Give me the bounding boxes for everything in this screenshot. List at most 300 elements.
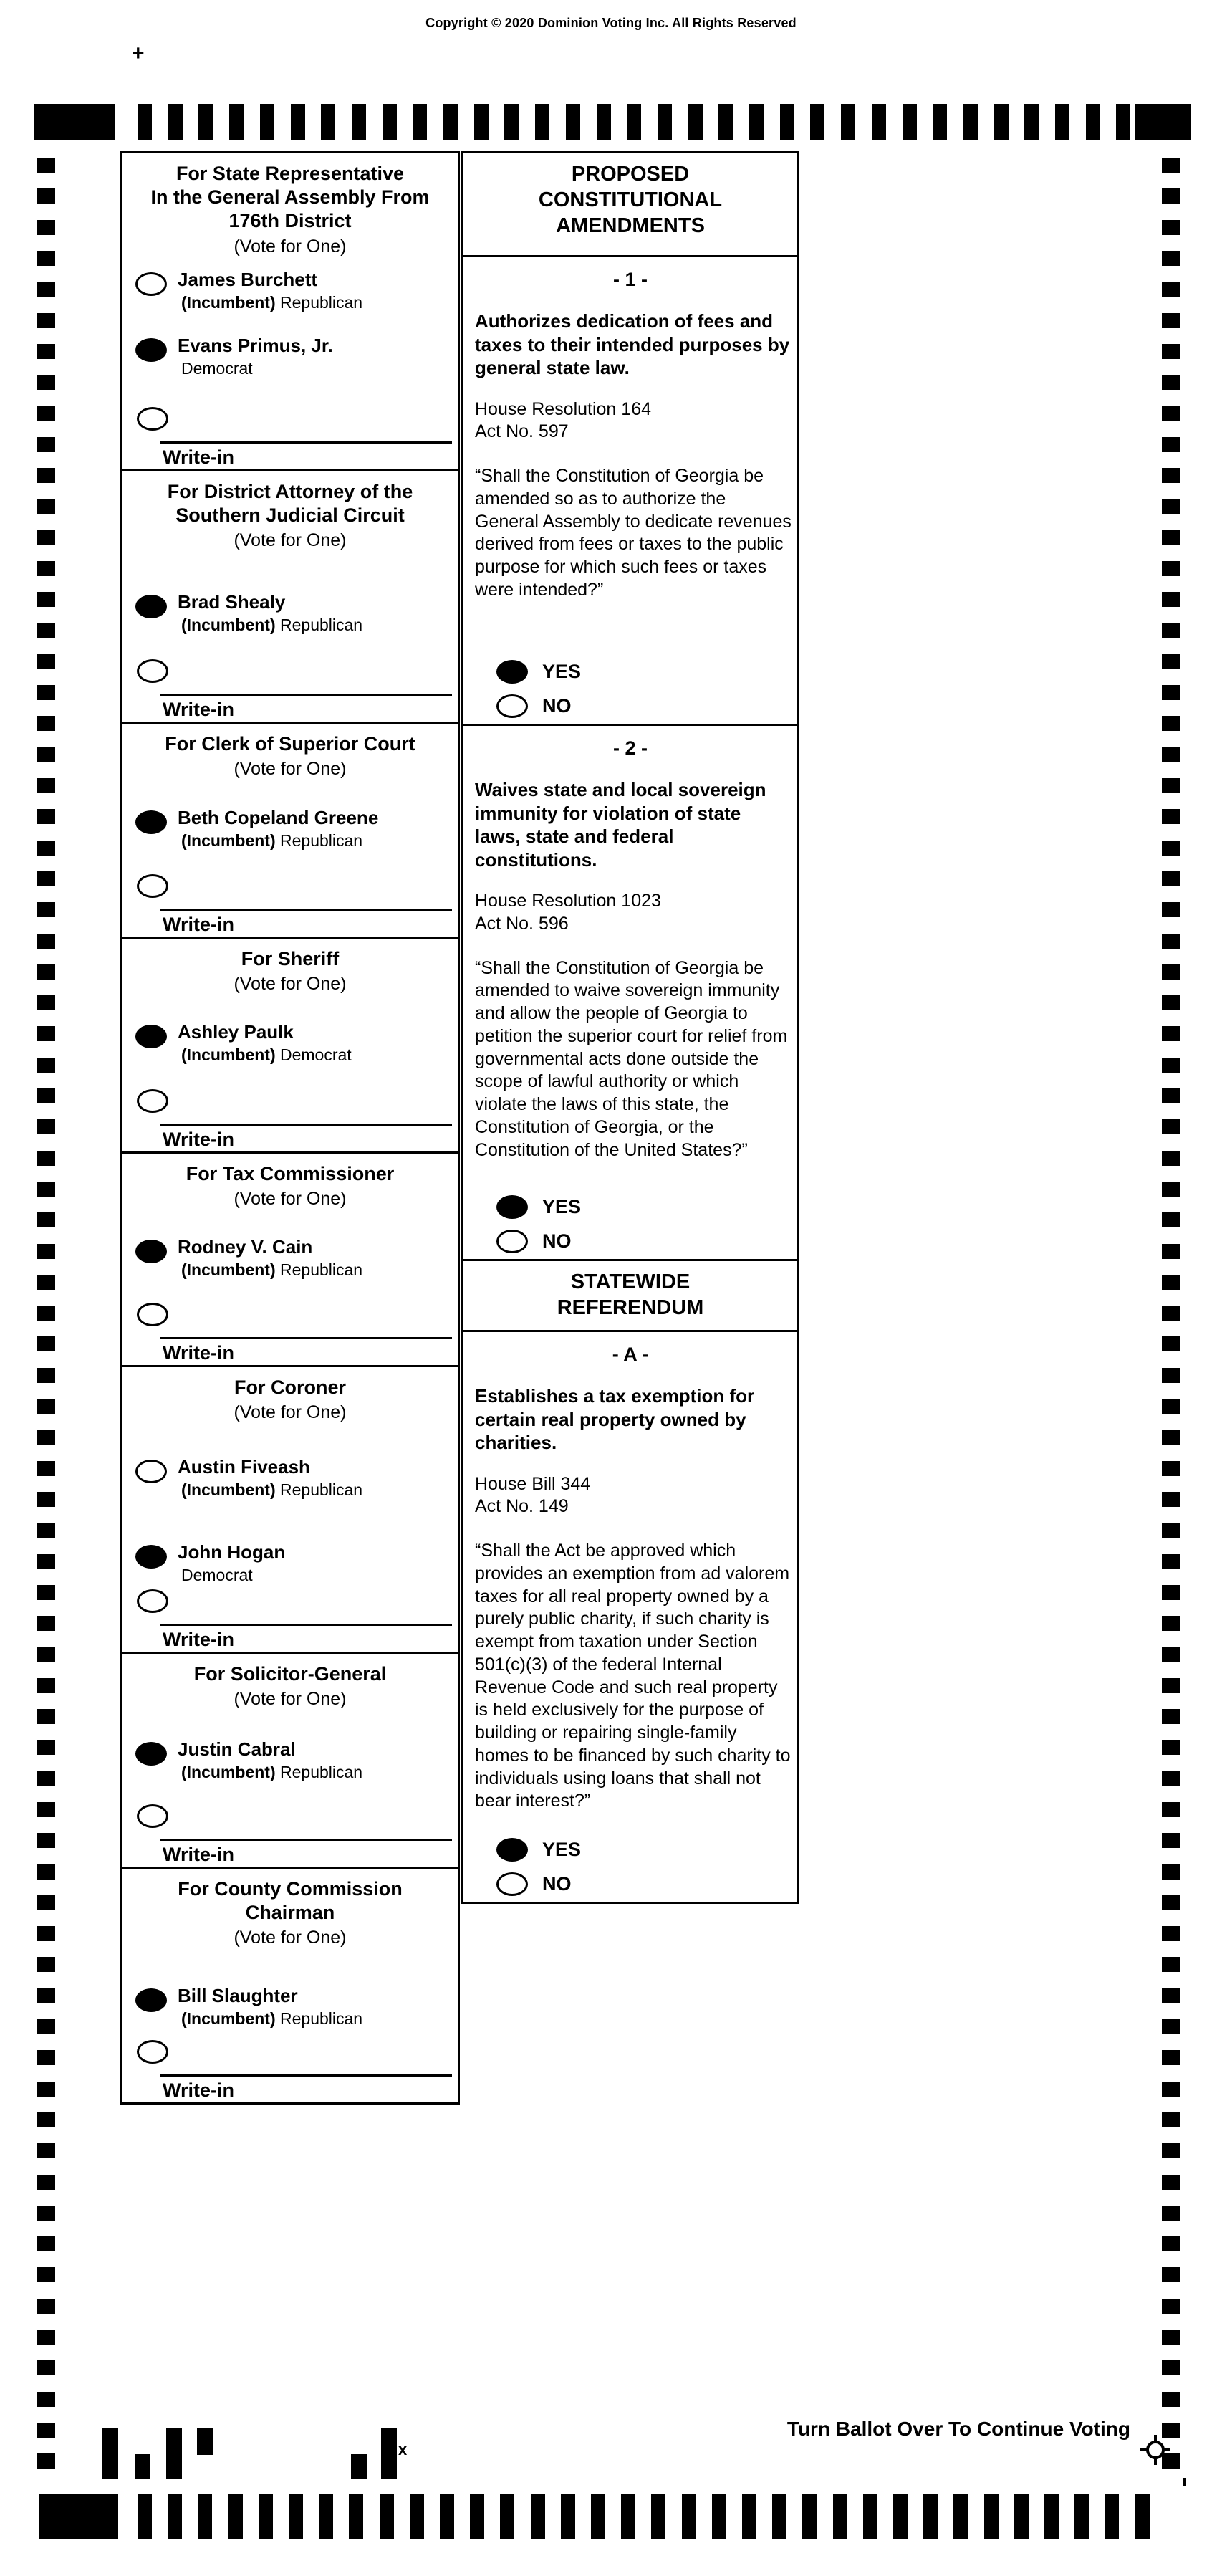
timing-mark [712, 2494, 726, 2539]
timing-mark [688, 104, 703, 140]
timing-mark [1162, 995, 1180, 1010]
timing-mark [810, 104, 824, 140]
timing-mark [504, 104, 519, 140]
timing-mark [383, 104, 397, 140]
timing-mark [291, 104, 305, 140]
timing-mark [37, 995, 55, 1010]
timing-mark [597, 104, 611, 140]
contest-title [127, 480, 453, 527]
no-row [496, 1230, 572, 1253]
measures-header [463, 1261, 797, 1321]
measure-authority-line: House Resolution 1023 [475, 891, 661, 911]
registration-plus-mark: + [132, 42, 145, 65]
timing-mark [1162, 1430, 1180, 1445]
timing-mark [37, 871, 55, 886]
candidate-name: John Hogan [178, 1541, 286, 1563]
party-label: Republican [280, 1763, 363, 1782]
timing-mark [841, 104, 855, 140]
timing-mark [1162, 2206, 1180, 2221]
timing-mark [535, 104, 549, 140]
write-in-label: Write-in [163, 446, 234, 468]
incumbent-label: (Incumbent) [181, 1260, 276, 1280]
candidate-oval-filled[interactable] [135, 1545, 167, 1569]
timing-mark [1162, 1275, 1180, 1290]
timing-mark [37, 220, 55, 235]
candidate-name: Justin Cabral [178, 1738, 296, 1761]
incumbent-label: (Incumbent) [181, 292, 276, 312]
write-in-label: Write-in [163, 2079, 234, 2101]
contest-title-line: For State Representative [175, 163, 405, 184]
contest-title [127, 1662, 453, 1686]
timing-mark [1162, 2175, 1180, 2190]
timing-mark [37, 1058, 55, 1073]
contest-title-line: For Solicitor-General [193, 1663, 387, 1685]
timing-mark [37, 809, 55, 824]
timing-mark [1162, 1523, 1180, 1538]
contest-title-line: For Clerk of Superior Court [165, 733, 415, 755]
measure-authority [475, 890, 790, 936]
write-in-line [160, 1624, 452, 1626]
incumbent-label: (Incumbent) [181, 1763, 276, 1782]
timing-mark [37, 561, 55, 576]
measure-box [461, 255, 799, 726]
timing-mark [37, 934, 55, 949]
timing-mark [923, 2494, 938, 2539]
measures-header-line: REFERENDUM [557, 1296, 704, 1319]
measure-number: - 1 - [612, 269, 648, 290]
timing-mark [1074, 2494, 1089, 2539]
timing-mark [1162, 2360, 1180, 2375]
candidate-party [181, 2009, 362, 2029]
timing-mark [37, 1430, 55, 1445]
timing-mark [37, 2330, 55, 2345]
candidate-oval-empty[interactable] [135, 1460, 167, 1483]
timing-mark [37, 2392, 55, 2407]
timing-mark [500, 2494, 514, 2539]
candidate-party [181, 1045, 352, 1066]
no-label: NO [542, 1873, 572, 1895]
timing-mark [1162, 375, 1180, 390]
timing-mark [1162, 871, 1180, 886]
timing-mark [37, 1244, 55, 1259]
timing-mark [1162, 530, 1180, 545]
timing-mark [1105, 2494, 1119, 2539]
write-in-line [160, 909, 452, 911]
timing-mark [260, 104, 274, 140]
timing-mark [37, 778, 55, 793]
timing-mark [718, 104, 733, 140]
timing-mark [1162, 1616, 1180, 1631]
party-label: Republican [280, 1260, 363, 1280]
candidate-oval-filled[interactable] [135, 338, 167, 362]
candidate-row [135, 592, 452, 635]
timing-mark [37, 1802, 55, 1817]
timing-mark [37, 2360, 55, 2375]
timing-mark [37, 1554, 55, 1569]
candidate-oval-filled[interactable] [135, 1988, 167, 2012]
measure-authority-line: House Bill 344 [475, 1473, 591, 1494]
party-label: Democrat [181, 1565, 253, 1584]
timing-mark [37, 716, 55, 731]
candidate-party [181, 616, 362, 636]
timing-mark [37, 1492, 55, 1507]
write-in-label: Write-in [163, 1129, 234, 1150]
contest-title [127, 1877, 453, 1925]
barcode-bar [351, 2454, 367, 2479]
timing-mark [1162, 313, 1180, 328]
timing-mark [37, 406, 55, 421]
yes-row [496, 1195, 581, 1219]
barcode-x-mark: x [398, 2441, 408, 2458]
timing-mark [37, 2299, 55, 2314]
candidate-party [181, 831, 378, 851]
contest-title-line: Chairman [245, 1902, 335, 1924]
timing-mark [1162, 747, 1180, 762]
write-in-line [160, 1839, 452, 1841]
candidate-row [135, 269, 452, 312]
candidate-name: Brad Shealy [178, 590, 286, 613]
timing-mark [321, 104, 335, 140]
contest-title-line: For Tax Commissioner [186, 1163, 395, 1184]
measure-question: “Shall the Constitution of Georgia be amended so as to authorize the General Assembly to dedicate revenues derived from fees or taxes to the public purpose for which such fees or taxes were intended?” [475, 466, 792, 600]
yes-oval-filled[interactable] [496, 660, 528, 684]
timing-mark [1162, 809, 1180, 824]
barcode-bar [381, 2428, 397, 2479]
timing-mark [1162, 2299, 1180, 2314]
timing-mark [1162, 1988, 1180, 2003]
candidate-text [178, 1457, 362, 1500]
timing-block-top-left [34, 104, 115, 140]
yes-oval-filled[interactable] [496, 1838, 528, 1862]
write-in-label: Write-in [163, 699, 234, 720]
timing-mark [37, 1336, 55, 1351]
incumbent-label: (Incumbent) [181, 615, 276, 634]
contest-title-line: Southern Judicial Circuit [175, 504, 405, 527]
vote-for-instruction: (Vote for One) [234, 759, 347, 780]
timing-mark [470, 2494, 484, 2539]
timing-mark [37, 1647, 55, 1662]
timing-mark [1162, 1182, 1180, 1197]
timing-mark [37, 1926, 55, 1941]
measures-header-line: CONSTITUTIONAL [538, 188, 723, 211]
timing-mark [37, 964, 55, 980]
write-in-line [160, 441, 452, 444]
timing-mark [37, 375, 55, 390]
timing-mark [138, 104, 152, 140]
timing-mark [37, 592, 55, 607]
timing-mark [289, 2494, 303, 2539]
no-oval-empty[interactable] [496, 694, 528, 718]
party-label: Republican [280, 1480, 363, 1500]
write-in-oval-empty[interactable] [137, 407, 168, 431]
timing-mark [1162, 1957, 1180, 1972]
contest-title [127, 1162, 453, 1186]
timing-mark [37, 1585, 55, 1600]
candidate-row [135, 1739, 452, 1782]
timing-mark [1162, 2267, 1180, 2282]
timing-mark [37, 1523, 55, 1538]
timing-mark [1162, 778, 1180, 793]
timing-mark [1162, 468, 1180, 483]
candidate-text [178, 1739, 362, 1782]
timing-mark [37, 902, 55, 917]
measures-header-box [461, 151, 799, 257]
timing-mark [1116, 104, 1130, 140]
timing-mark [933, 104, 947, 140]
candidate-text [178, 269, 362, 312]
contest-box [120, 469, 460, 724]
barcode-bar [102, 2428, 118, 2479]
timing-mark [1162, 1647, 1180, 1662]
candidate-row [135, 1022, 452, 1065]
timing-mark [591, 2494, 605, 2539]
timing-mark [1162, 2330, 1180, 2345]
timing-mark [37, 1895, 55, 1910]
timing-mark [1162, 344, 1180, 359]
timing-mark [1162, 1492, 1180, 1507]
timing-mark [37, 1182, 55, 1197]
vote-for-instruction: (Vote for One) [234, 1689, 347, 1710]
timing-mark [984, 2494, 999, 2539]
timing-mark [561, 2494, 575, 2539]
timing-mark [229, 104, 244, 140]
timing-mark [1162, 1088, 1180, 1103]
measure-authority [475, 398, 790, 444]
crosshair-target-icon [1140, 2435, 1170, 2465]
timing-mark [37, 654, 55, 669]
write-in-oval-empty[interactable] [137, 659, 168, 683]
timing-mark [380, 2494, 394, 2539]
no-row [496, 1872, 572, 1896]
timing-mark [37, 251, 55, 266]
measure-authority [475, 1473, 790, 1519]
timing-mark [168, 104, 183, 140]
measure-authority-line: Act No. 149 [475, 1496, 569, 1517]
timing-mark [37, 747, 55, 762]
candidate-name: James Burchett [178, 268, 318, 290]
candidate-oval-filled[interactable] [135, 595, 167, 618]
candidate-row [135, 335, 452, 378]
timing-mark [37, 1957, 55, 1972]
measure-number: - 2 - [612, 737, 648, 759]
candidate-row [135, 808, 452, 851]
vote-for-instruction: (Vote for One) [234, 1402, 347, 1423]
timing-mark [168, 2494, 182, 2539]
timing-mark [621, 2494, 635, 2539]
write-in-oval-empty[interactable] [137, 1089, 168, 1113]
candidate-oval-filled[interactable] [135, 1240, 167, 1263]
timing-mark [1162, 964, 1180, 980]
timing-mark [1162, 841, 1180, 856]
timing-mark [37, 2267, 55, 2282]
timing-mark [1135, 2494, 1150, 2539]
timing-mark [37, 2112, 55, 2127]
timing-mark [1162, 1678, 1180, 1693]
timing-mark [138, 2494, 152, 2539]
candidate-name: Ashley Paulk [178, 1021, 294, 1043]
party-label: Republican [280, 831, 363, 851]
contest-title-line: For Coroner [234, 1376, 346, 1398]
timing-mark [1162, 1585, 1180, 1600]
timing-mark [780, 104, 794, 140]
write-in-line [160, 1124, 452, 1126]
timing-mark [1162, 1244, 1180, 1259]
timing-mark [37, 1275, 55, 1290]
yes-row [496, 660, 581, 684]
timing-mark [1162, 282, 1180, 297]
measure-question: “Shall the Constitution of Georgia be amended to waive sovereign immunity and allow the people of Georgia to petition the superior court for relief from governmental acts done outside the scope of lawful authority or which violate the laws of this state, the Constitution of Georgia, or the Constitution of the United States?” [475, 957, 788, 1160]
incumbent-label: (Incumbent) [181, 831, 276, 851]
timing-mark [37, 1368, 55, 1383]
timing-mark [1162, 1119, 1180, 1134]
measure-authority-line: Act No. 596 [475, 913, 569, 934]
contest-box [120, 1151, 460, 1367]
contest-title-line: For County Commission [178, 1878, 403, 1900]
yes-row [496, 1838, 581, 1862]
yes-label: YES [542, 1196, 582, 1217]
timing-mark [37, 2019, 55, 2034]
timing-mark [37, 1151, 55, 1166]
timing-mark [1162, 685, 1180, 700]
timing-mark [1086, 104, 1100, 140]
timing-mark [1162, 902, 1180, 917]
candidate-oval-filled[interactable] [135, 810, 167, 834]
timing-mark [37, 1833, 55, 1848]
measures-header-line: STATEWIDE [570, 1270, 691, 1293]
timing-mark [37, 1771, 55, 1786]
candidate-name: Austin Fiveash [178, 1456, 310, 1478]
timing-mark [37, 1461, 55, 1476]
timing-mark [37, 1864, 55, 1880]
timing-mark [37, 1709, 55, 1724]
timing-mark [37, 1026, 55, 1041]
timing-mark [1014, 2494, 1029, 2539]
contest-title [127, 732, 453, 756]
candidate-name: Evans Primus, Jr. [178, 335, 333, 357]
candidate-party [181, 359, 333, 379]
no-row [496, 694, 572, 718]
write-in-label: Write-in [163, 1844, 234, 1865]
contest-box [120, 1867, 460, 2105]
timing-mark [1162, 1399, 1180, 1414]
timing-mark [37, 2236, 55, 2251]
candidate-text [178, 808, 378, 851]
timing-mark [1162, 934, 1180, 949]
contest-title [127, 1376, 453, 1399]
timing-mark [1162, 1833, 1180, 1848]
timing-mark [1162, 1864, 1180, 1880]
measure-question: “Shall the Act be approved which provides an exemption from ad valorem taxes for all real property owned by a purely public charity, if such charity is exempt from taxation under Section 501(c)(3) of the federal Internal Revenue Code and such real property is held exclusively for the purpose of building or repairing single-family homes to be financed by such charity to individuals using loans that shall not bear interest?” [475, 1541, 791, 1811]
copyright-notice: Copyright © 2020 Dominion Voting Inc. All Rights Reserved [425, 16, 797, 30]
timing-mark [1162, 1058, 1180, 1073]
barcode-bar [135, 2454, 150, 2479]
write-in-oval-empty[interactable] [137, 1804, 168, 1828]
timing-mark [37, 499, 55, 514]
timing-mark [903, 104, 917, 140]
timing-mark [37, 2082, 55, 2097]
timing-mark [1162, 1306, 1180, 1321]
timing-mark [1162, 2082, 1180, 2097]
timing-mark [1162, 1740, 1180, 1755]
candidate-name: Bill Slaughter [178, 1984, 298, 2006]
measure-summary: Establishes a tax exemption for certain real property owned by charities. [475, 1385, 755, 1453]
timing-mark [863, 2494, 877, 2539]
no-oval-empty[interactable] [496, 1872, 528, 1896]
turn-ballot-over-instruction: Turn Ballot Over To Continue Voting [786, 2418, 1130, 2440]
timing-mark [37, 530, 55, 545]
candidate-oval-filled[interactable] [135, 1742, 167, 1766]
candidate-text [178, 1986, 362, 2029]
vote-for-instruction: (Vote for One) [234, 1928, 347, 1948]
contest-box [120, 937, 460, 1154]
timing-mark [228, 2494, 243, 2539]
timing-mark [872, 104, 886, 140]
timing-mark [1162, 1461, 1180, 1476]
timing-mark [259, 2494, 273, 2539]
timing-mark [1162, 188, 1180, 204]
timing-mark [1162, 1771, 1180, 1786]
scan-artifact-tick [1183, 2478, 1186, 2486]
timing-mark [37, 2050, 55, 2065]
timing-mark [37, 1088, 55, 1103]
write-in-oval-empty[interactable] [137, 2040, 168, 2064]
write-in-oval-empty[interactable] [137, 1303, 168, 1326]
candidate-oval-filled[interactable] [135, 1025, 167, 1048]
candidate-party [181, 1480, 362, 1500]
candidate-row [135, 1542, 452, 1585]
contest-box [120, 722, 460, 939]
candidate-party [181, 1566, 285, 1586]
measure-number: - A - [612, 1344, 649, 1365]
contest-box [120, 1652, 460, 1869]
write-in-oval-empty[interactable] [137, 1589, 168, 1613]
timing-mark [893, 2494, 908, 2539]
no-label: NO [542, 695, 572, 717]
candidate-oval-empty[interactable] [135, 272, 167, 296]
timing-mark [651, 2494, 665, 2539]
timing-mark [1162, 654, 1180, 669]
timing-mark [37, 1740, 55, 1755]
measures-header-box [461, 1259, 799, 1332]
no-oval-empty[interactable] [496, 1230, 528, 1253]
timing-mark [1162, 1336, 1180, 1351]
write-in-oval-empty[interactable] [137, 874, 168, 898]
candidate-party [181, 1260, 362, 1280]
timing-mark [531, 2494, 545, 2539]
barcode-bar [166, 2428, 182, 2479]
timing-block-top-right [1135, 104, 1191, 140]
write-in-label: Write-in [163, 1629, 234, 1650]
timing-mark [37, 1212, 55, 1227]
yes-label: YES [542, 661, 582, 682]
measure-box [461, 724, 799, 1261]
candidate-row [135, 1457, 452, 1500]
timing-mark [37, 2175, 55, 2190]
timing-mark [37, 344, 55, 359]
measure-authority-line: House Resolution 164 [475, 398, 651, 419]
timing-mark [1162, 1895, 1180, 1910]
timing-mark [37, 1119, 55, 1134]
timing-mark [1162, 2019, 1180, 2034]
timing-mark [627, 104, 641, 140]
yes-oval-filled[interactable] [496, 1195, 528, 1219]
barcode-bar [197, 2428, 213, 2455]
timing-mark [37, 1678, 55, 1693]
candidate-party [181, 1763, 362, 1783]
candidate-row [135, 1237, 452, 1280]
timing-mark [1044, 2494, 1059, 2539]
timing-mark [37, 437, 55, 452]
